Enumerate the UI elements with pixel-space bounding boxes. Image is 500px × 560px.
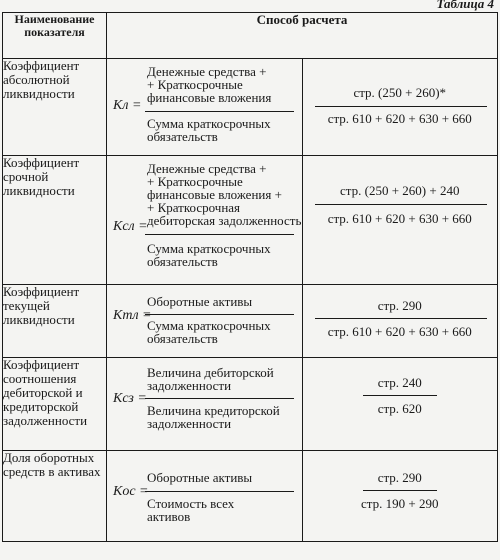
formula-denominator: стр. 610 + 620 + 630 + 660 [327, 111, 472, 126]
numerator-line: + Краткосрочная [147, 200, 241, 215]
fraction-line [145, 491, 294, 492]
fraction-line [363, 490, 438, 491]
numerator-line: + Краткосрочные [147, 77, 243, 92]
formula-cell [302, 358, 498, 451]
numerator-line: Величина дебиторской [147, 365, 274, 380]
table-caption: Таблица 4 [436, 0, 494, 11]
definition-numerator [147, 366, 292, 392]
table-row [3, 451, 498, 542]
definition-cell [107, 59, 303, 156]
table-row [3, 156, 498, 285]
fraction-line [145, 111, 294, 112]
formula-cell [302, 59, 498, 156]
definition-denominator [147, 117, 292, 143]
denominator-line: обязательств [147, 129, 218, 144]
definition-numerator [147, 471, 292, 484]
indicator-name: Коэффициент соотношения дебиторской и кредиторской задолженности [3, 358, 107, 451]
table-row [3, 285, 498, 358]
formula-denominator: стр. 190 + 290 [361, 496, 439, 511]
denominator-line: Сумма краткосрочных [147, 318, 271, 333]
denominator-line: обязательств [147, 331, 218, 346]
definition-cell [107, 156, 303, 285]
definition-numerator [147, 161, 302, 228]
fraction-line [145, 398, 294, 399]
formula-numerator: стр. (250 + 260)* [353, 85, 447, 100]
numerator-line: дебиторская задолженность [147, 213, 302, 228]
ratio-symbol: Kтл = [113, 308, 152, 323]
formula-numerator: стр. (250 + 260) + 240 [340, 183, 460, 198]
formula-numerator: стр. 240 [377, 375, 422, 390]
fraction-line [363, 395, 438, 396]
numerator-line: финансовые вложения [147, 90, 272, 105]
denominator-line: задолженности [147, 416, 232, 431]
numerator-line: Оборотные активы [147, 294, 253, 309]
denominator-line: Величина кредиторской [147, 403, 280, 418]
denominator-line: активов [147, 509, 191, 524]
denominator-line: Сумма краткосрочных [147, 116, 271, 131]
definition-numerator [147, 65, 292, 104]
table-header-row [3, 13, 498, 59]
formula-cell [302, 285, 498, 358]
header-name: Наименование показателя [3, 13, 107, 59]
numerator-line: финансовые вложения + [147, 187, 282, 202]
numerator-line: Денежные средства + [147, 64, 267, 79]
ratios-table [2, 12, 498, 542]
ratio-symbol: Kсл = [113, 219, 148, 234]
formula-denominator: стр. 610 + 620 + 630 + 660 [327, 211, 472, 226]
numerator-line: задолженности [147, 378, 232, 393]
formula-cell [302, 451, 498, 542]
table-row [3, 59, 498, 156]
denominator-line: Сумма краткосрочных [147, 241, 271, 256]
ratio-symbol: Kсз = [113, 391, 147, 406]
formula-denominator: стр. 610 + 620 + 630 + 660 [327, 324, 472, 339]
numerator-line: Оборотные активы [147, 470, 253, 485]
indicator-name: Коэффициент текущей ликвидности [3, 285, 107, 358]
definition-denominator [147, 242, 292, 268]
definition-cell [107, 285, 303, 358]
denominator-line: обязательств [147, 254, 218, 269]
formula-numerator: стр. 290 [377, 298, 422, 313]
ratio-symbol: Kл = [113, 98, 142, 113]
table-row [3, 358, 498, 451]
indicator-name: Доля оборотных средств в активах [3, 451, 107, 542]
header-method: Способ расчета [107, 13, 498, 59]
fraction-line [315, 106, 488, 107]
formula-cell [302, 156, 498, 285]
numerator-line: + Краткосрочные [147, 174, 243, 189]
numerator-line: Денежные средства + [147, 161, 267, 176]
definition-denominator [147, 319, 292, 345]
definition-denominator [147, 404, 292, 430]
definition-numerator [147, 295, 292, 308]
definition-denominator [147, 497, 292, 523]
fraction-line [315, 204, 488, 205]
formula-denominator: стр. 620 [377, 401, 422, 416]
fraction-line [145, 314, 294, 315]
fraction-line [315, 318, 488, 319]
denominator-line: Стоимость всех [147, 496, 235, 511]
indicator-name: Коэффициент срочной ликвидности [3, 156, 107, 285]
formula-numerator: стр. 290 [377, 470, 422, 485]
definition-cell [107, 358, 303, 451]
ratio-symbol: Kос = [113, 484, 149, 499]
indicator-name: Коэффициент абсолютной ликвидности [3, 59, 107, 156]
definition-cell [107, 451, 303, 542]
fraction-line [145, 234, 294, 235]
